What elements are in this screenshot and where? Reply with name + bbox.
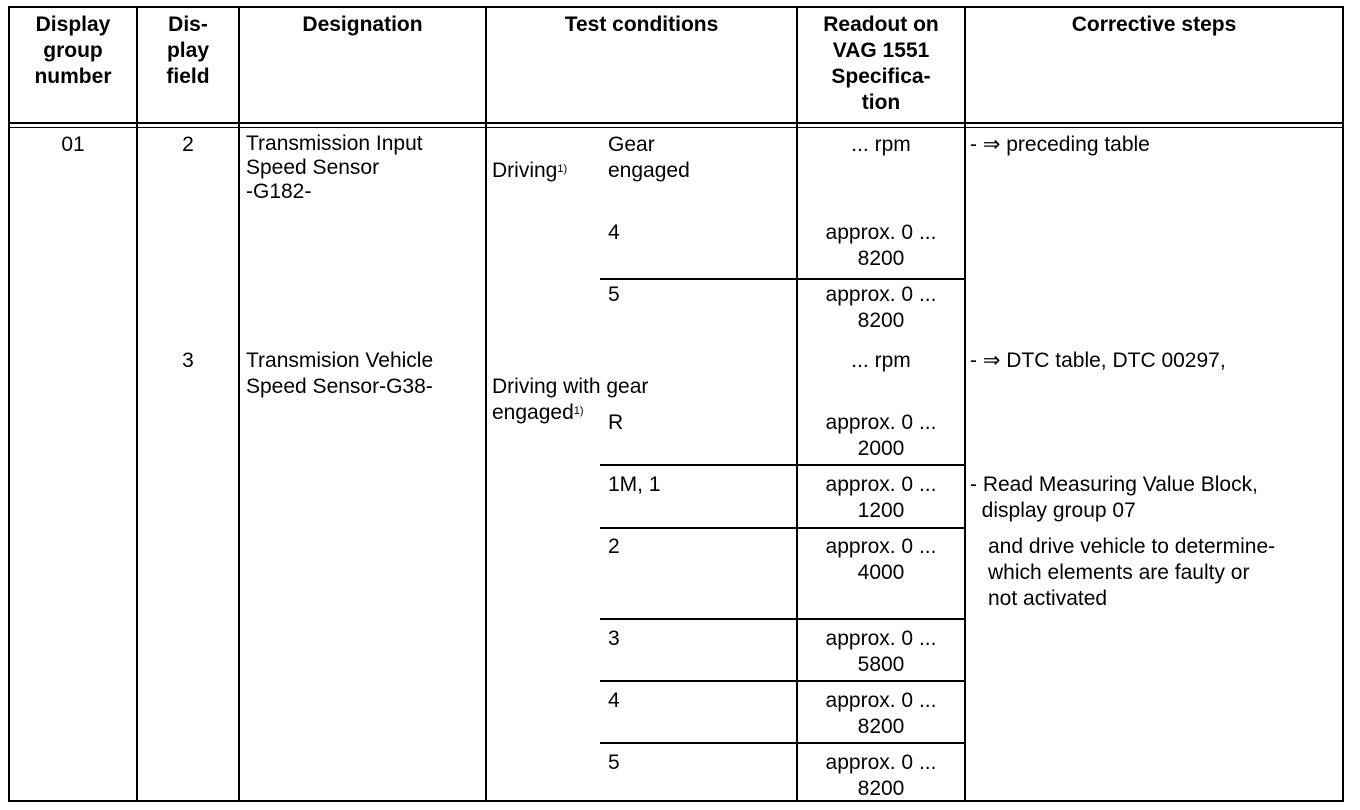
gear-s2-2: 2	[608, 535, 620, 558]
corrective-s2: - ⇒ DTC table, DTC 00297,	[970, 349, 1226, 372]
table-border-right	[1342, 6, 1344, 802]
gear-s2-5: 5	[608, 751, 620, 774]
diagnostic-table	[8, 6, 1344, 802]
readout-s2-2: approx. 0 ... 4000	[825, 535, 937, 584]
display-field-s1: 2	[182, 133, 194, 156]
readout-s2-4: approx. 0 ... 8200	[825, 689, 937, 738]
col-divider-2	[238, 6, 240, 802]
row-divider-s2-gear-r	[600, 464, 966, 466]
table-border-top	[8, 6, 1344, 8]
gear-s2-4: 4	[608, 689, 620, 712]
header-separator	[8, 122, 1344, 124]
readout-s1-5: approx. 0 ... 8200	[825, 283, 937, 332]
gear-s1-4: 4	[608, 221, 620, 244]
row-divider-s2-gear4	[600, 742, 966, 744]
corrective-s2-read-block: - Read Measuring Value Block, display group 07	[970, 473, 1258, 522]
readout-unit-s2: ... rpm	[851, 349, 911, 372]
header-readout: Readout on VAG 1551 Specifica- tion	[823, 13, 939, 114]
condition-s2-text: Driving with gear engaged	[492, 375, 649, 424]
gear-s2-1: 1M, 1	[608, 473, 661, 496]
readout-s2-1: approx. 0 ... 1200	[825, 473, 937, 522]
row-divider-s1-gear4	[600, 278, 966, 280]
table-border-left	[8, 6, 10, 802]
gear-s1-5: 5	[608, 283, 620, 306]
gear-s2-r: R	[608, 411, 624, 434]
header-test-conditions: Test conditions	[564, 13, 719, 36]
header-display-group-number: Display group number	[34, 13, 112, 88]
display-group-number: 01	[61, 133, 85, 156]
header-corrective-steps: Corrective steps	[1071, 13, 1237, 36]
header-designation: Designation	[302, 13, 423, 36]
condition-s2-footnote: 1)	[573, 405, 584, 417]
readout-unit-s1: ... rpm	[851, 133, 911, 156]
row-divider-s2-gear3	[600, 680, 966, 682]
designation-s1: Transmission Input Speed Sensor -G182-	[246, 132, 423, 203]
corrective-s2-drive: and drive vehicle to determine- which elements are faulty or not activated	[988, 535, 1276, 610]
readout-s2-r: approx. 0 ... 2000	[825, 411, 937, 460]
condition-s1	[492, 132, 567, 184]
readout-s1-4: approx. 0 ... 8200	[825, 221, 937, 270]
readout-s2-5: approx. 0 ... 8200	[825, 751, 937, 800]
corrective-s1: - ⇒ preceding table	[970, 133, 1150, 156]
condition-s1-text: Driving	[492, 159, 558, 182]
designation-s2: Transmision Vehicle Speed Sensor-G38-	[246, 349, 434, 398]
col-divider-1	[136, 6, 138, 802]
condition-s1-footnote: 1)	[557, 163, 568, 175]
condition-s2	[492, 348, 648, 426]
condition-sub-s1: Gear engaged	[608, 133, 690, 182]
table-border-bottom	[8, 800, 1344, 802]
gear-s2-3: 3	[608, 627, 620, 650]
row-divider-s2-gear1	[600, 527, 966, 529]
col-divider-4	[796, 6, 798, 802]
col-divider-5	[964, 6, 966, 802]
header-separator-2	[8, 127, 1344, 128]
col-divider-3	[485, 6, 487, 802]
row-divider-s2-gear2	[600, 618, 966, 620]
readout-s2-3: approx. 0 ... 5800	[825, 627, 937, 676]
display-field-s2: 3	[182, 349, 194, 372]
header-display-field: Dis- play field	[166, 13, 210, 88]
